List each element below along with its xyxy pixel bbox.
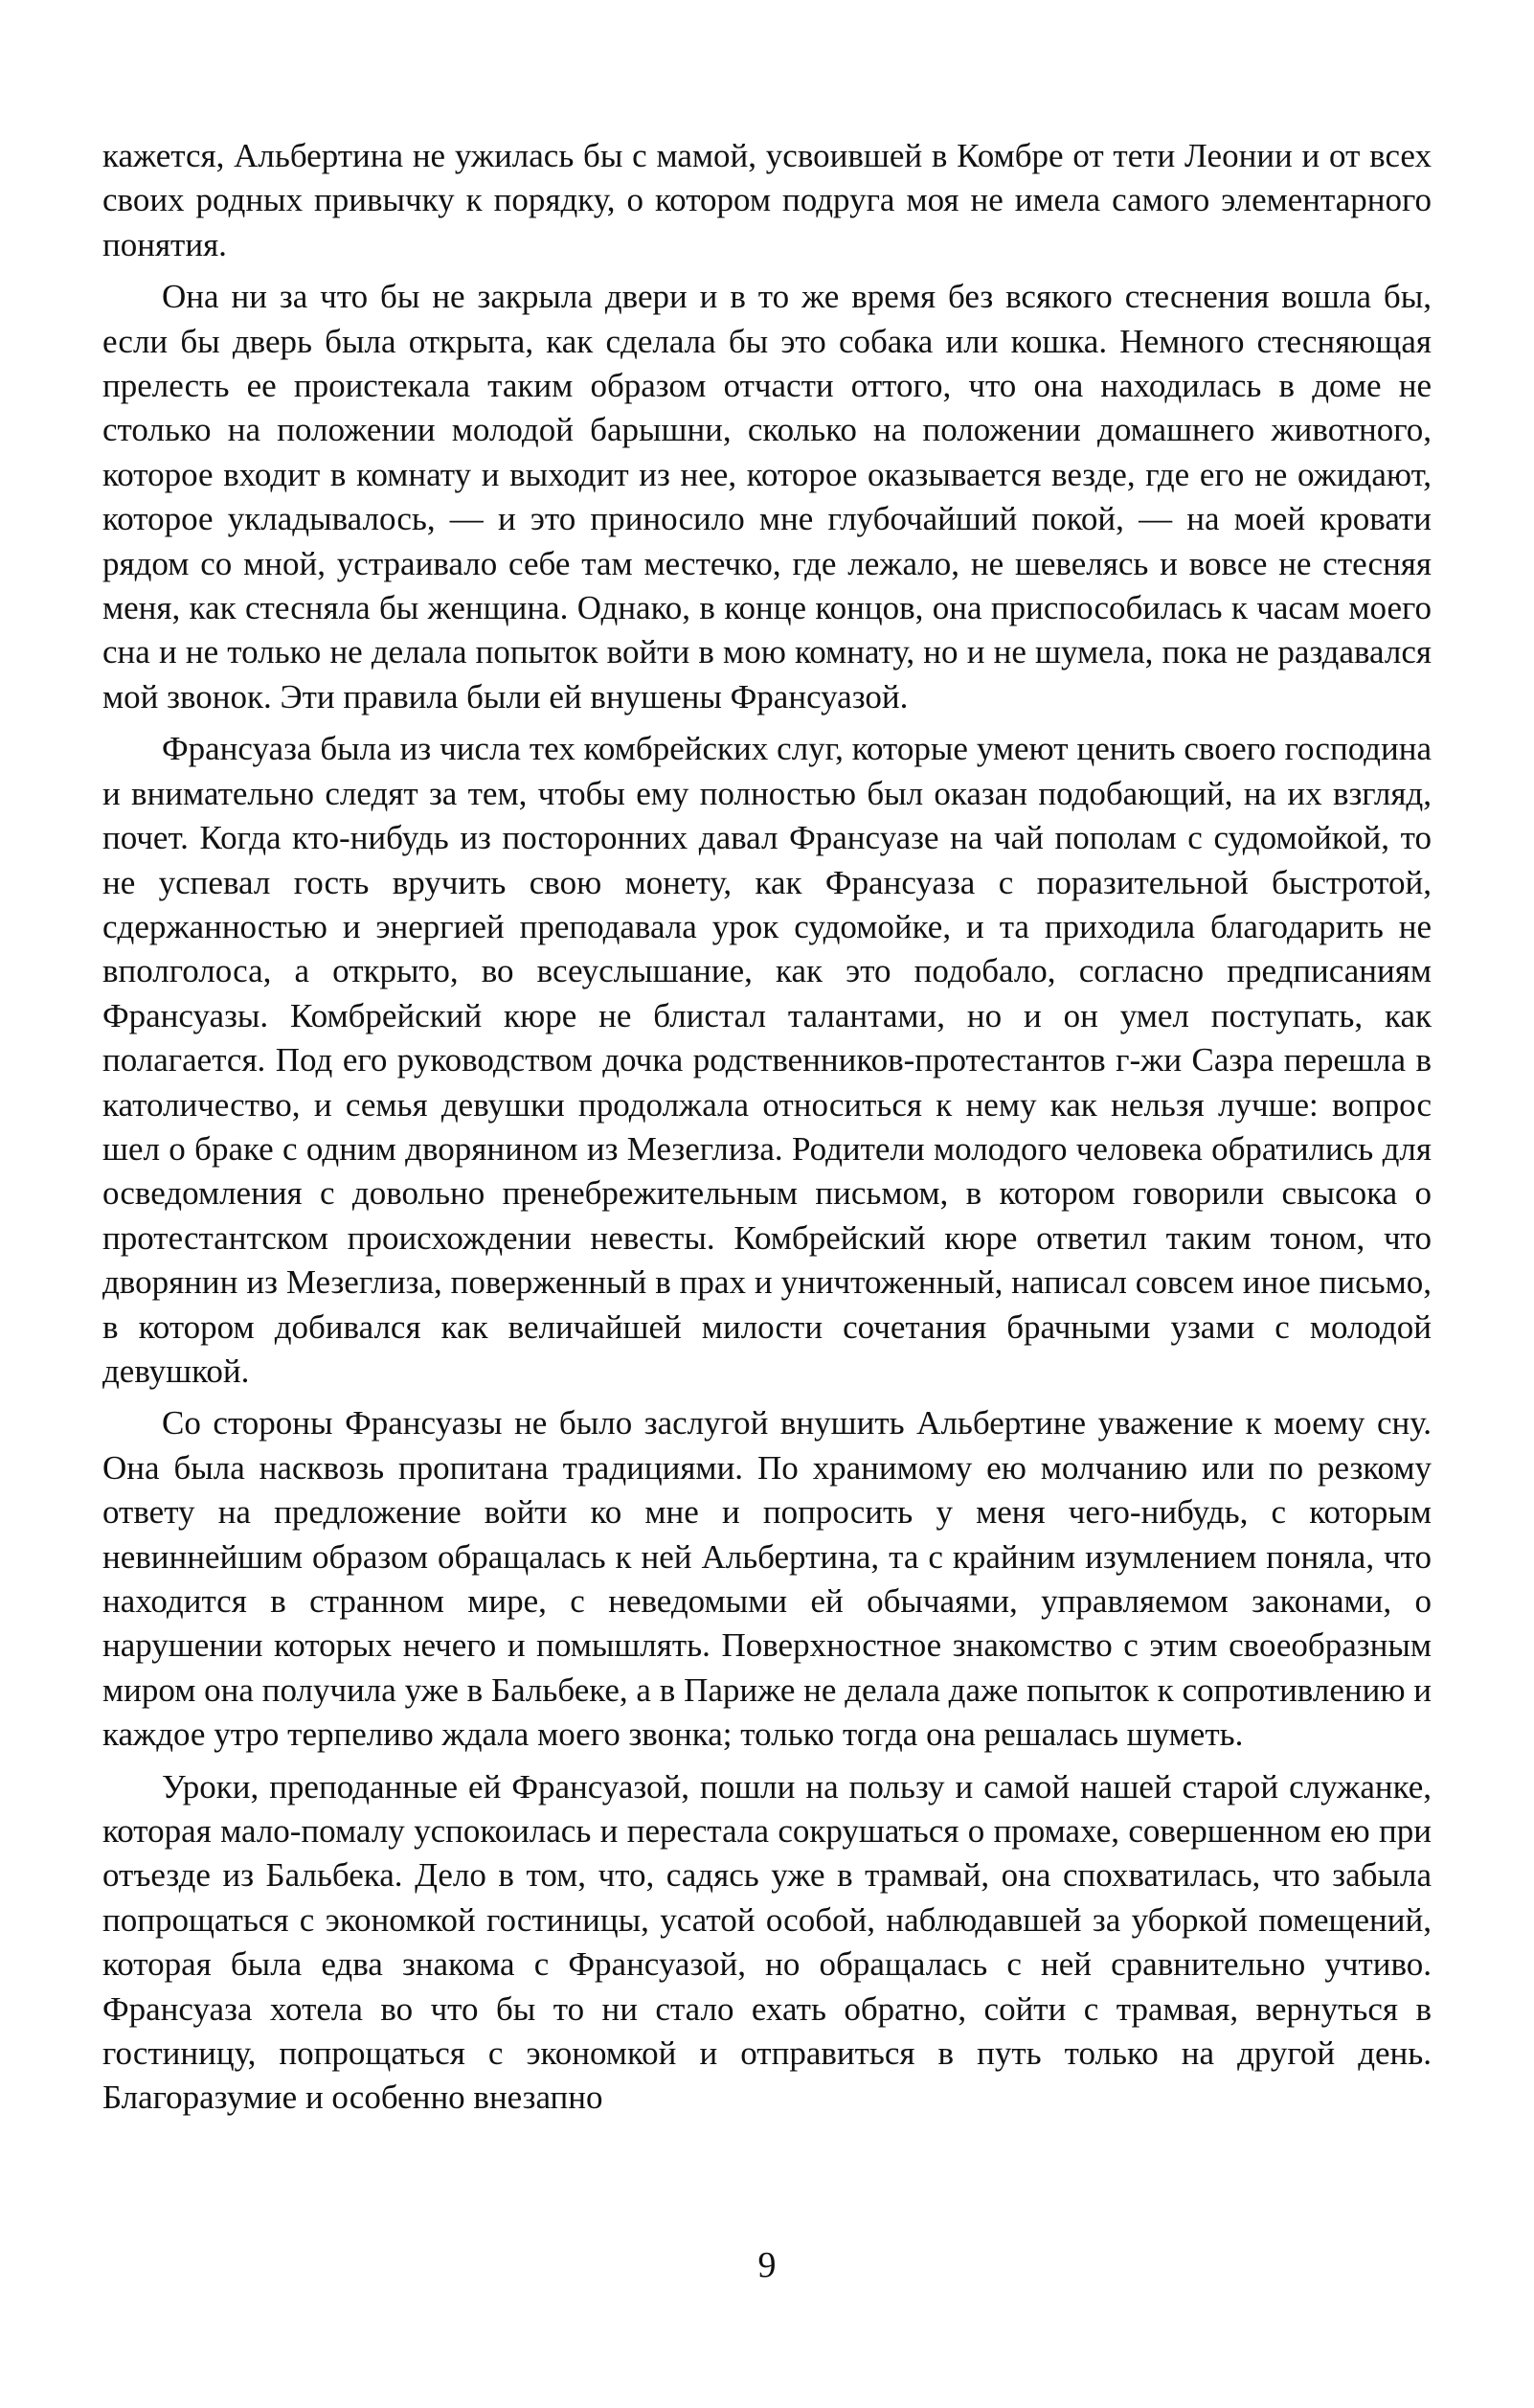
paragraph-5: Уроки, преподанные ей Франсуазой, пошли на пользу и самой нашей старой служанке, которая мало-помалу успокоилась и перестала сокрушаться о промахе, совершенном ею при отъезде из Бальбека. Дело в том, что, садясь уже в трамвай, она спохватилась, что забыла попрощаться с экономкой гостиницы, усатой особой, наблюдавшей за уборкой помещений, которая была едва знакома с Франсуазой, но обращалась с ней сравнительно учтиво. Франсуаза хотела во что бы то ни стало ехать обратно, сойти с трамвая, вернуться в гостиницу, попрощаться с экономкой и отправиться в путь только на другой день. Благоразумие и особенно внезапно xyxy=(102,1767,1432,2117)
page-body xyxy=(102,134,1432,2121)
paragraph-3: Франсуаза была из числа тех комбрейских слуг, которые умеют ценить своего господина и внимательно следят за тем, чтобы ему полностью был оказан подобающий, на их взгляд, почет. Когда кто-нибудь из посторонних давал Франсуазе на чай пополам с судомойкой, то не успевал гость вручить свою монету, как Франсуаза с поразительной быстротой, сдержанностью и энергией преподавала урок судомойке, и та приходила благодарить не вполголоса, а открыто, во всеуслышание, как это подобало, согласно предписаниям Франсуазы. Комбрейский кюре не блистал талантами, но и он умел поступать, как полагается. Под его руководством дочка родственников-протестантов г-жи Сазра перешла в католичество, и семья девушки продолжала относиться к нему как нельзя лучше: вопрос шел о браке с одним дворянином из Мезеглиза. Родители молодого человека обратились для осведомления с довольно пренебрежительным письмом, в котором говорили свысока о протестантском происхождении невесты. Комбрейский кюре ответил таким тоном, что дворянин из Мезеглиза, поверженный в прах и уничтоженный, написал совсем иное письмо, в котором добивался как величайшей милости сочетания брачными узами с молодой девушкой. xyxy=(102,730,1432,1390)
paragraph-4: Со стороны Франсуазы не было заслугой внушить Альбертине уважение к моему сну. Она была насквозь пропитана традициями. По хранимому ею молчанию или по резкому ответу на предложение войти ко мне и попросить у меня чего-нибудь, с которым невиннейшим образом обращалась к ней Альбертина, та с крайним изумлением поняла, что находится в странном мире, с неведомыми ей обычаями, управляемом законами, о нарушении которых нечего и помышлять. Поверхностное знакомство с этим своеобразным миром она получила уже в Бальбеке, а в Париже не делала даже попыток к сопротивлению и каждое утро терпеливо ждала моего звонка; только тогда она решалась шуметь. xyxy=(102,1404,1432,1754)
paragraph-1: кажется, Альбертина не ужилась бы с мамой, усвоившей в Комбре от тети Леонии и от всех своих родных привычку к порядку, о котором подруга моя не имела самого элементарного понятия. xyxy=(102,137,1432,263)
paragraph-2: Она ни за что бы не закрыла двери и в то же время без всякого стеснения вошла бы, если бы дверь была открыта, как сделала бы это собака или кошка. Немного стесняющая прелесть ее проистекала таким образом отчасти оттого, что она находилась в доме не столько на положении молодой барышни, сколько на положении домашнего животного, которое входит в комнату и выходит из нее, которое оказывается везде, где его не ожидают, которое укладывалось, — и это приносило мне глубочайший покой, — на моей кровати рядом со мной, устраивало себе там местечко, где лежало, не шевелясь и вовсе не стесняя меня, как стесняла бы женщина. Однако, в конце концов, она приспособилась к часам моего сна и не только не делала попыток войти в мою комнату, но и не шумела, пока не раздавался мой звонок. Эти правила были ей внушены Франсуазой. xyxy=(102,278,1432,716)
page-number: 9 xyxy=(757,2245,777,2285)
